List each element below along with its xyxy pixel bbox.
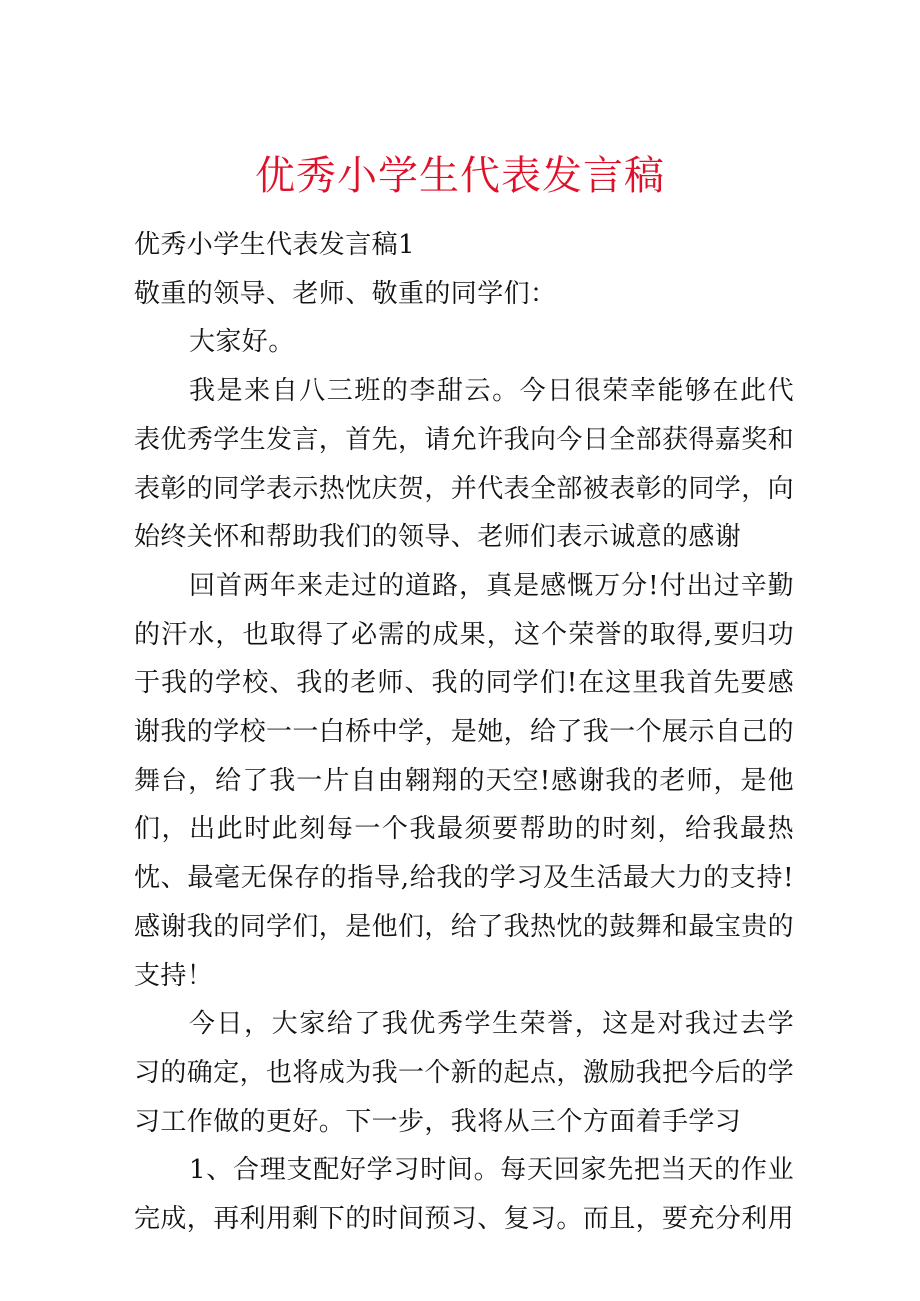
document-body [134, 221, 794, 1244]
paragraph-2: 回首两年来走过的道路，真是感慨万分!付出过辛勤的汗水，也取得了必需的成果，这个荣誉的取得,要归功于我的学校、我的老师、我的同学们!在这里我首先要感谢我的学校一一白桥中学，是她，给了我一个展示自己的舞台，给了我一片自由翱翔的天空!感谢我的老师，是他们，出此时此刻每一个我最须要帮助的时刻，给我最热忱、最毫无保存的指导,给我的学习及生活最大力的支持!感谢我的同学们，是他们，给了我热忱的鼓舞和最宝贵的支持！ [134, 570, 795, 991]
greeting: 大家好。 [189, 327, 295, 358]
document-title: 优秀小学生代表发言稿 [255, 153, 665, 199]
salutation: 敬重的领导、老师、敬重的同学们： [134, 278, 557, 309]
paragraph-3: 今日，大家给了我优秀学生荣誉，这是对我过去学习的确定，也将成为我一个新的起点，激励我把今后的学习工作做的更好。下一步，我将从三个方面着手学习 [134, 1009, 795, 1137]
subtitle: 优秀小学生代表发言稿1 [134, 230, 415, 260]
paragraph-1: 我是来自八三班的李甜云。今日很荣幸能够在此代表优秀学生发言，首先，请允许我向今日全部获得嘉奖和表彰的同学表示热忱庆贺，并代表全部被表彰的同学，向始终关怀和帮助我们的领导、老师们表示诚意的感谢 [134, 376, 795, 553]
paragraph-4: 1、合理支配好学习时间。每天回家先把当天的作业完成，再利用剩下的时间预习、复习。而且，要充分利用 [134, 1155, 795, 1235]
